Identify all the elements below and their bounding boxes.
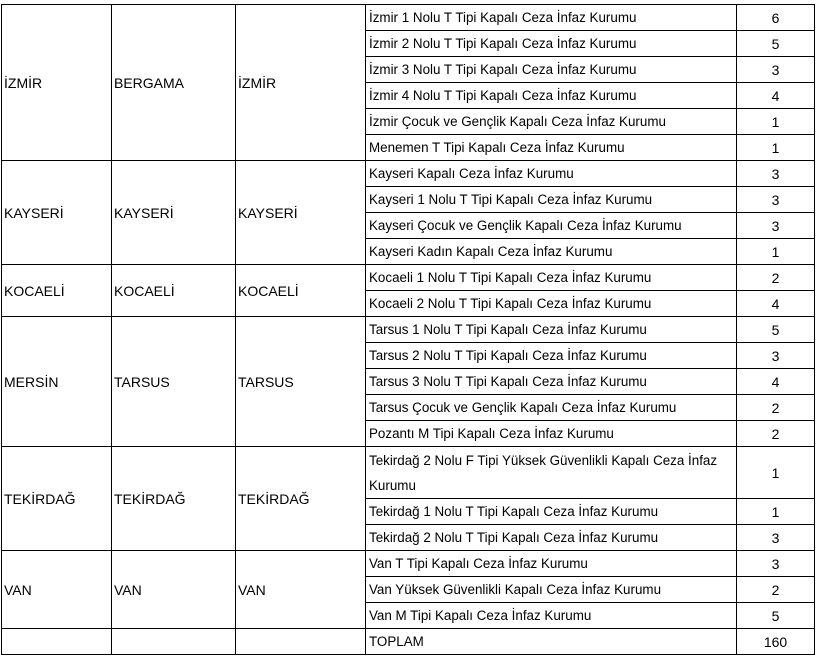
- province-cell: İZMİR: [2, 5, 112, 161]
- table-row: [2, 265, 815, 291]
- institution-name-cell: Kocaeli 2 Nolu T Tipi Kapalı Ceza İnfaz Kurumu: [366, 291, 737, 317]
- institution-name-cell: İzmir Çocuk ve Gençlik Kapalı Ceza İnfaz Kurumu: [366, 109, 737, 135]
- institution-name-cell: Kayseri Kapalı Ceza İnfaz Kurumu: [366, 161, 737, 187]
- count-cell: 5: [737, 31, 815, 57]
- location-cell: KOCAELİ: [236, 265, 366, 317]
- count-cell: 4: [737, 83, 815, 109]
- empty-cell: [112, 629, 236, 655]
- count-cell: 2: [737, 421, 815, 447]
- location-cell: VAN: [236, 551, 366, 629]
- district-cell: TEKİRDAĞ: [112, 447, 236, 551]
- count-cell: 1: [737, 135, 815, 161]
- institution-table: [1, 4, 815, 655]
- empty-cell: [2, 629, 112, 655]
- province-cell: TEKİRDAĞ: [2, 447, 112, 551]
- count-cell: 5: [737, 317, 815, 343]
- count-cell: 6: [737, 5, 815, 31]
- province-cell: KOCAELİ: [2, 265, 112, 317]
- count-cell: 3: [737, 525, 815, 551]
- location-cell: İZMİR: [236, 5, 366, 161]
- institution-name-cell: Kayseri 1 Nolu T Tipi Kapalı Ceza İnfaz Kurumu: [366, 187, 737, 213]
- table-row: [2, 5, 815, 31]
- count-cell: 2: [737, 265, 815, 291]
- institution-name-cell: Tekirdağ 1 Nolu T Tipi Kapalı Ceza İnfaz Kurumu: [366, 499, 737, 525]
- institution-name-cell: Tarsus 2 Nolu T Tipi Kapalı Ceza İnfaz Kurumu: [366, 343, 737, 369]
- total-label: TOPLAM: [366, 629, 737, 655]
- total-value: 160: [737, 629, 815, 655]
- institution-name-cell: Kayseri Kadın Kapalı Ceza İnfaz Kurumu: [366, 239, 737, 265]
- count-cell: 3: [737, 213, 815, 239]
- count-cell: 4: [737, 369, 815, 395]
- count-cell: 1: [737, 447, 815, 499]
- table-row: [2, 447, 815, 499]
- institution-name-cell: Kocaeli 1 Nolu T Tipi Kapalı Ceza İnfaz Kurumu: [366, 265, 737, 291]
- province-cell: MERSİN: [2, 317, 112, 447]
- province-cell: VAN: [2, 551, 112, 629]
- count-cell: 2: [737, 395, 815, 421]
- district-cell: KOCAELİ: [112, 265, 236, 317]
- count-cell: 5: [737, 603, 815, 629]
- district-cell: VAN: [112, 551, 236, 629]
- count-cell: 1: [737, 109, 815, 135]
- count-cell: 3: [737, 551, 815, 577]
- institution-name-cell: Tarsus 3 Nolu T Tipi Kapalı Ceza İnfaz Kurumu: [366, 369, 737, 395]
- count-cell: 3: [737, 57, 815, 83]
- count-cell: 3: [737, 161, 815, 187]
- institution-name-cell: Tekirdağ 2 Nolu F Tipi Yüksek Güvenlikli Kapalı Ceza İnfaz Kurumu: [366, 447, 737, 499]
- location-cell: TARSUS: [236, 317, 366, 447]
- institution-name-cell: İzmir 3 Nolu T Tipi Kapalı Ceza İnfaz Kurumu: [366, 57, 737, 83]
- table-body: [2, 5, 815, 655]
- province-cell: KAYSERİ: [2, 161, 112, 265]
- institution-name-cell: Tarsus 1 Nolu T Tipi Kapalı Ceza İnfaz Kurumu: [366, 317, 737, 343]
- table-row: [2, 551, 815, 577]
- institution-name-cell: İzmir 2 Nolu T Tipi Kapalı Ceza İnfaz Kurumu: [366, 31, 737, 57]
- district-cell: KAYSERİ: [112, 161, 236, 265]
- institution-name-cell: Menemen T Tipi Kapalı Ceza İnfaz Kurumu: [366, 135, 737, 161]
- institution-name-cell: Pozantı M Tipi Kapalı Ceza İnfaz Kurumu: [366, 421, 737, 447]
- institution-name-cell: Tarsus Çocuk ve Gençlik Kapalı Ceza İnfaz Kurumu: [366, 395, 737, 421]
- institution-name-cell: Van Yüksek Güvenlikli Kapalı Ceza İnfaz Kurumu: [366, 577, 737, 603]
- institution-name-cell: Tekirdağ 2 Nolu T Tipi Kapalı Ceza İnfaz Kurumu: [366, 525, 737, 551]
- district-cell: BERGAMA: [112, 5, 236, 161]
- count-cell: 1: [737, 499, 815, 525]
- table-row: [2, 161, 815, 187]
- empty-cell: [236, 629, 366, 655]
- count-cell: 3: [737, 187, 815, 213]
- location-cell: TEKİRDAĞ: [236, 447, 366, 551]
- institution-name-cell: Kayseri Çocuk ve Gençlik Kapalı Ceza İnfaz Kurumu: [366, 213, 737, 239]
- location-cell: KAYSERİ: [236, 161, 366, 265]
- count-cell: 4: [737, 291, 815, 317]
- count-cell: 3: [737, 343, 815, 369]
- institution-name-cell: Van T Tipi Kapalı Ceza İnfaz Kurumu: [366, 551, 737, 577]
- total-row: [2, 629, 815, 655]
- count-cell: 2: [737, 577, 815, 603]
- table-row: [2, 317, 815, 343]
- institution-name-cell: Van M Tipi Kapalı Ceza İnfaz Kurumu: [366, 603, 737, 629]
- institution-name-cell: İzmir 1 Nolu T Tipi Kapalı Ceza İnfaz Kurumu: [366, 5, 737, 31]
- district-cell: TARSUS: [112, 317, 236, 447]
- count-cell: 1: [737, 239, 815, 265]
- institution-name-cell: İzmir 4 Nolu T Tipi Kapalı Ceza İnfaz Kurumu: [366, 83, 737, 109]
